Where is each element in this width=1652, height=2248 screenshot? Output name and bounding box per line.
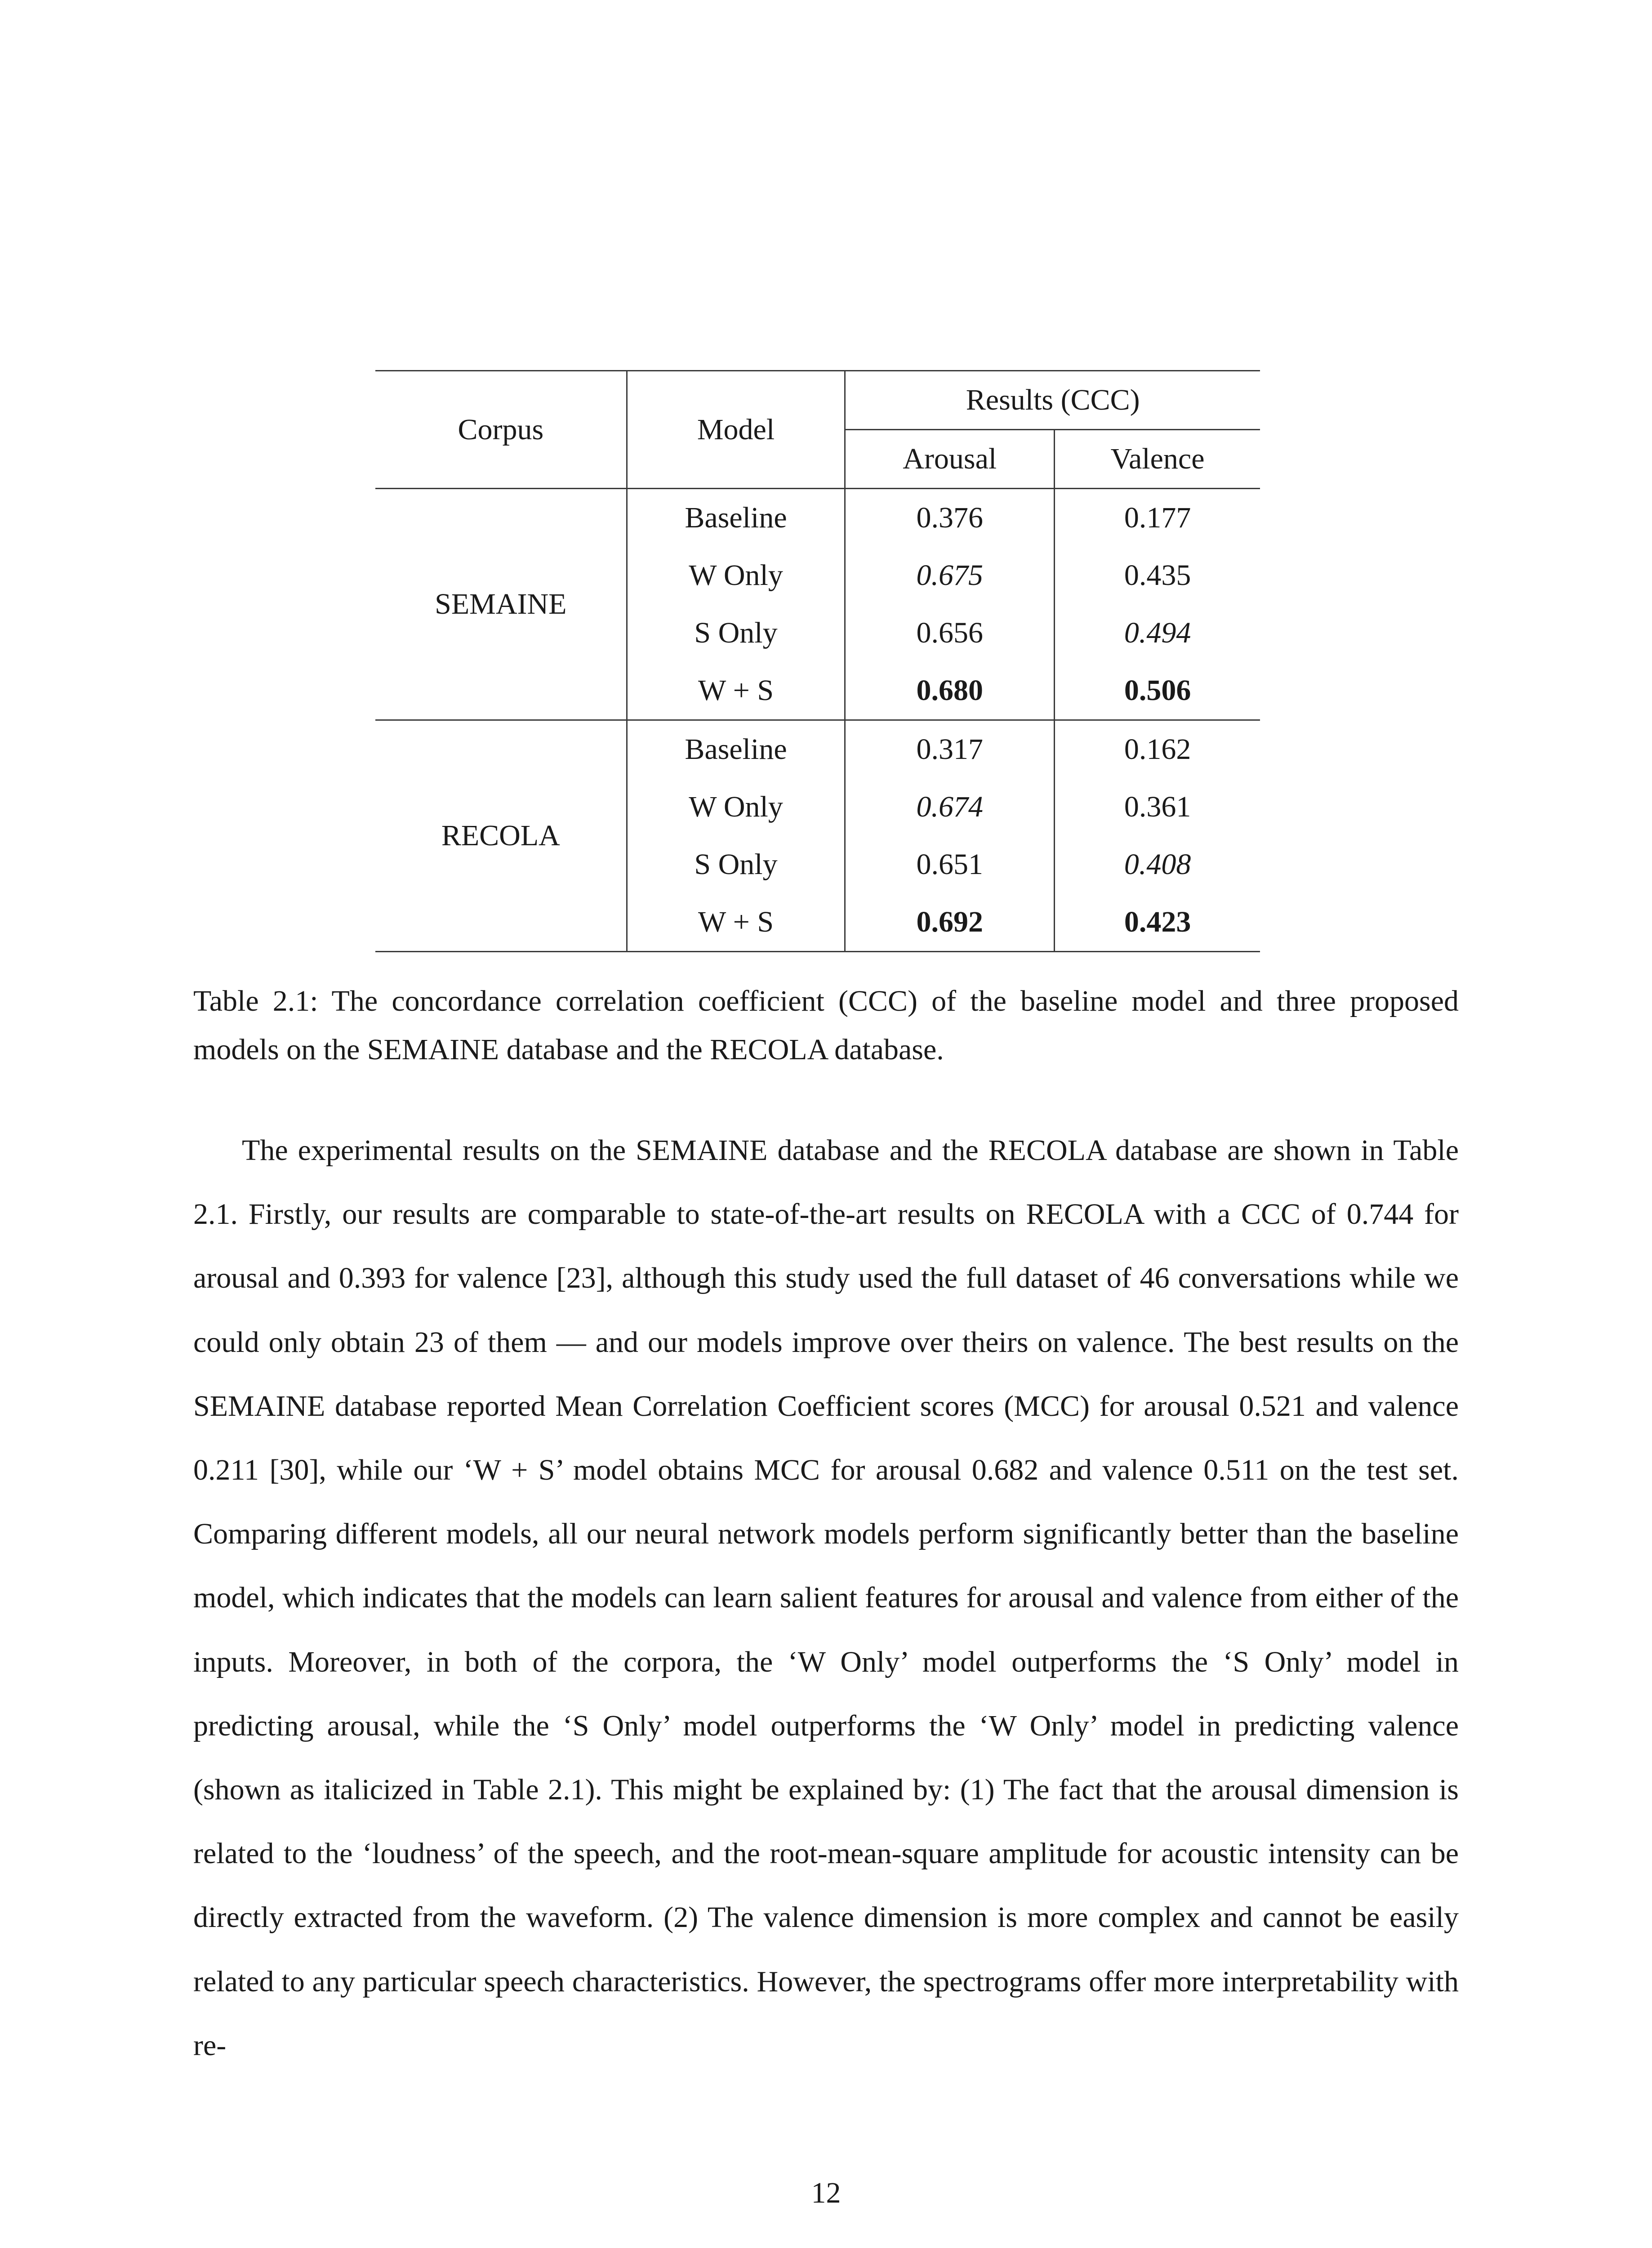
model-cell: S Only	[627, 836, 845, 893]
arousal-cell: 0.317	[845, 720, 1055, 779]
valence-cell: 0.494	[1055, 604, 1260, 662]
results-table	[375, 370, 1260, 952]
table-row	[375, 720, 1260, 779]
corpus-cell-semaine: SEMAINE	[375, 489, 627, 720]
header-results-ccc: Results (CCC)	[845, 371, 1260, 430]
model-cell: Baseline	[627, 720, 845, 779]
model-cell: W + S	[627, 893, 845, 952]
table-row	[375, 489, 1260, 547]
page-number: 12	[811, 2177, 841, 2209]
valence-cell: 0.423	[1055, 893, 1260, 952]
valence-cell: 0.361	[1055, 778, 1260, 836]
arousal-cell: 0.674	[845, 778, 1055, 836]
arousal-cell: 0.651	[845, 836, 1055, 893]
model-cell: W Only	[627, 547, 845, 604]
corpus-cell-recola: RECOLA	[375, 720, 627, 952]
model-cell: Baseline	[627, 489, 845, 547]
table-caption: Table 2.1: The concordance correlation coefficient (CCC) of the baseline model and three proposed models on the SEMAINE database and the RECOLA database.	[193, 985, 1459, 1066]
model-cell: W Only	[627, 778, 845, 836]
valence-cell: 0.506	[1055, 662, 1260, 720]
arousal-cell: 0.656	[845, 604, 1055, 662]
valence-cell: 0.435	[1055, 547, 1260, 604]
valence-cell: 0.177	[1055, 489, 1260, 547]
header-arousal: Arousal	[845, 430, 1055, 489]
arousal-cell: 0.692	[845, 893, 1055, 952]
arousal-cell: 0.376	[845, 489, 1055, 547]
header-valence: Valence	[1055, 430, 1260, 489]
arousal-cell: 0.680	[845, 662, 1055, 720]
model-cell: W + S	[627, 662, 845, 720]
valence-cell: 0.408	[1055, 836, 1260, 893]
model-cell: S Only	[627, 604, 845, 662]
arousal-cell: 0.675	[845, 547, 1055, 604]
valence-cell: 0.162	[1055, 720, 1260, 779]
body-paragraph: The experimental results on the SEMAINE database and the RECOLA database are shown in Table 2.1. Firstly, our results are comparable to state-of-the-art results on RECOLA with a CCC of 0.744 for arousal and 0.393 for valence [23], although this study used the full dataset of 46 conversations while we could only obtain 23 of them — and our models improve over theirs on valence. The best results on the SEMAINE database reported Mean Correlation Coefficient scores (MCC) for arousal 0.521 and valence 0.211 [30], while our ‘W + S’ model obtains MCC for arousal 0.682 and valence 0.511 on the test set. Comparing different models, all our neural network models perform significantly better than the baseline model, which indicates that the models can learn salient features for arousal and valence from either of the inputs. Moreover, in both of the corpora, the ‘W Only’ model outperforms the ‘S Only’ model in predicting arousal, while the ‘S Only’ model outperforms the ‘W Only’ model in predicting valence (shown as italicized in Table 2.1). This might be explained by: (1) The fact that the arousal dimension is related to the ‘loudness’ of the speech, and the root-mean-square amplitude for acoustic intensity can be directly extracted from the waveform. (2) The valence dimension is more complex and cannot be easily related to any particular speech characteristics. However, the spectrograms offer more interpretability with re-	[193, 1134, 1459, 2062]
header-corpus: Corpus	[375, 371, 627, 489]
header-model: Model	[627, 371, 845, 489]
